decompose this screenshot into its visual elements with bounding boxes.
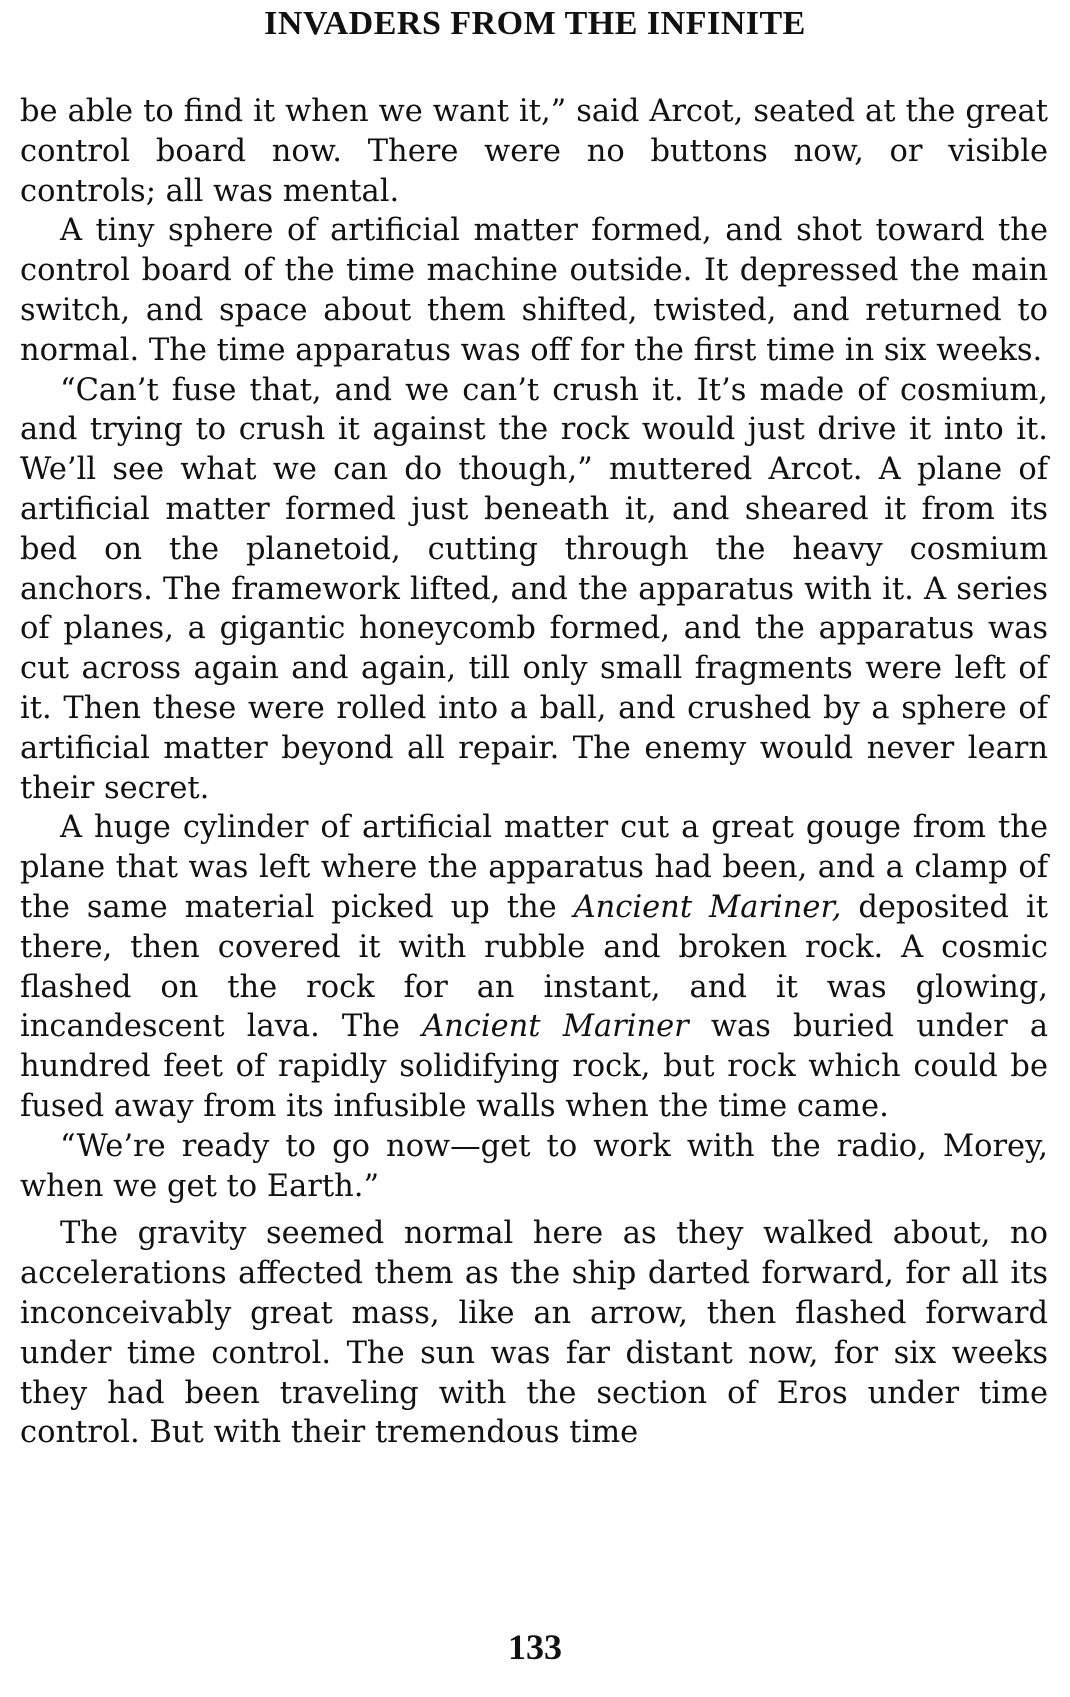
body-text — [20, 92, 1048, 1453]
page-number: 133 — [508, 1627, 562, 1667]
text-run: A tiny sphere of artificial matter formed, and shot toward the control board of the time machine outside. It depressed the main switch, and space about them shifted, twisted, and returned to normal. The time apparatus was off for the first time in six weeks. — [20, 213, 1048, 368]
running-head: INVADERS FROM THE INFINITE — [264, 5, 806, 42]
italic-title: Ancient Mariner, — [573, 889, 842, 925]
italic-title: Ancient Mariner — [422, 1009, 689, 1045]
paragraph — [20, 371, 1048, 809]
text-run: The gravity seemed normal here as they walked about, no accelerations affected them as the ship darted forward, for all its inconceivably great mass, like an arrow, then flashed forward under time control. The sun was far distant now, for six weeks they had been traveling with the section of Eros under time control. But with their tremendous time — [20, 1216, 1048, 1451]
text-run: was buried under a hundred feet of rapidly solidifying rock, but rock which could be fused away from its infusible walls when the time came. — [20, 1009, 1049, 1124]
paragraph — [20, 1127, 1048, 1207]
paragraph — [20, 92, 1048, 211]
paragraph — [20, 211, 1048, 370]
text-run: “Can’t fuse that, and we can’t crush it. It’s made of cosmium, and trying to crush it against the rock would just drive it into it. We’ll see what we can do though,” muttered Arcot. A plane of artificial matter formed just beneath it, and sheared it from its bed on the planetoid, cutting through the heavy cosmium anchors. The framework lifted, and the apparatus with it. A series of planes, a gigantic honeycomb formed, and the apparatus was cut across again and again, till only small fragments were left of it. Then these were rolled into a ball, and crushed by a sphere of artificial matter beyond all repair. The enemy would never learn their secret. — [20, 372, 1048, 806]
text-run: A huge cylinder of artificial matter cut a great gouge from the plane that was left where the apparatus had been, and a clamp of the same material picked up the — [20, 810, 1048, 925]
text-run: “We’re ready to go now—get to work with the radio, Morey, when we get to Earth.” — [20, 1128, 1048, 1204]
text-run: be able to find it when we want it,” said Arcot, seated at the great control board now. There were no buttons now, or visible controls; all was mental. — [20, 94, 1048, 209]
paragraph — [20, 808, 1048, 1126]
text-run: deposited it there, then covered it with rubble and broken rock. A cosmic flashed on the rock for an instant, and it was glowing, incandescent lava. The — [20, 889, 1048, 1045]
paragraph — [20, 1214, 1048, 1453]
